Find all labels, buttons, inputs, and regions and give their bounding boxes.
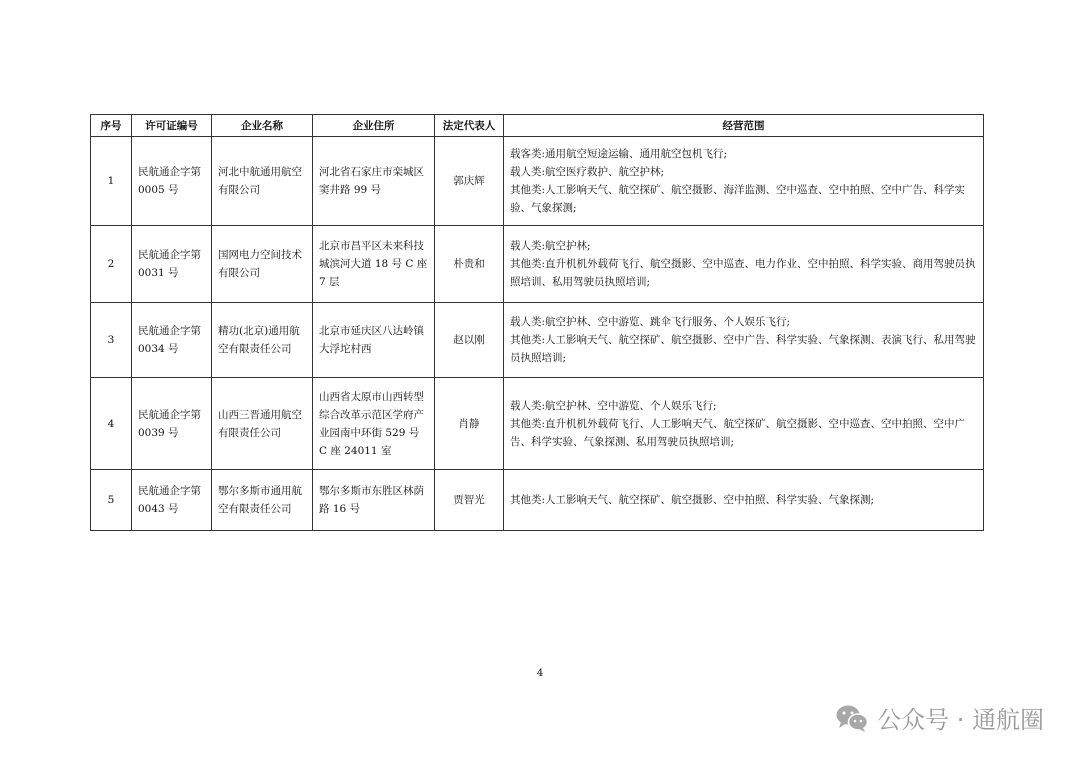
cell-license: 民航通企字第 0034 号 <box>132 303 212 378</box>
cell-scope <box>504 226 984 303</box>
header-license: 许可证编号 <box>132 115 212 137</box>
table-row <box>91 226 984 303</box>
cell-scope <box>504 470 984 531</box>
scope-line: 其他类:直升机机外载荷飞行、航空摄影、空中巡查、电力作业、空中拍照、科学实验、商用驾驶员执照培训、私用驾驶员执照培训; <box>510 258 976 288</box>
scope-line: 载人类:航空护林、空中游览、个人娱乐飞行; <box>510 399 717 412</box>
scope-line: 其他类:人工影响天气、航空探矿、航空摄影、空中广告、科学实验、气象探测、表演飞行、私用驾驶员执照培训; <box>510 334 976 364</box>
cell-legal: 朴贵和 <box>435 226 504 303</box>
table-row <box>91 303 984 378</box>
cell-name: 河北中航通用航空有限公司 <box>212 137 313 226</box>
cell-scope <box>504 137 984 226</box>
table-row <box>91 470 984 531</box>
scope-line: 其他类:直升机机外载荷飞行、人工影响天气、航空探矿、航空摄影、空中巡查、空中拍照、空中广告、科学实验、气象探测、私用驾驶员执照培训; <box>510 417 966 448</box>
page-number: 4 <box>536 668 544 679</box>
cell-address: 北京市昌平区未来科技城滨河大道 18 号 C 座 7 层 <box>313 226 435 303</box>
cell-legal: 贾智光 <box>435 470 504 531</box>
cell-address: 鄂尔多斯市东胜区林荫路 16 号 <box>313 470 435 531</box>
cell-legal: 肖静 <box>435 378 504 470</box>
watermark <box>835 700 1044 735</box>
cell-scope <box>504 378 984 470</box>
header-name: 企业名称 <box>212 115 313 137</box>
cell-license: 民航通企字第 0039 号 <box>132 378 212 470</box>
table-row <box>91 137 984 226</box>
scope-line: 载人类:航空护林; <box>510 240 591 252</box>
wechat-icon <box>835 703 869 733</box>
header-legal: 法定代表人 <box>435 115 504 137</box>
cell-license: 民航通企字第 0031 号 <box>132 226 212 303</box>
cell-license: 民航通企字第 0043 号 <box>132 470 212 531</box>
scope-line: 其他类:人工影响天气、航空探矿、航空摄影、海洋监测、空中巡查、空中拍照、空中广告、科学实验、气象探测; <box>510 184 966 214</box>
table-row <box>91 378 984 470</box>
cell-address: 河北省石家庄市栾城区窦井路 99 号 <box>313 137 435 226</box>
scope-line: 载人类:航空医疗救护、航空护林; <box>510 166 665 178</box>
header-scope: 经营范围 <box>504 115 984 137</box>
cell-legal: 赵以刚 <box>435 303 504 378</box>
cell-legal: 郭庆辉 <box>435 137 504 226</box>
watermark-text: 公众号 · 通航圈 <box>877 706 1044 734</box>
cell-scope <box>504 303 984 378</box>
cell-no: 2 <box>91 226 132 303</box>
cell-no: 3 <box>91 303 132 378</box>
cell-license: 民航通企字第 0005 号 <box>132 137 212 226</box>
scope-line: 其他类:人工影响天气、航空探矿、航空摄影、空中拍照、科学实验、气象探测; <box>510 494 875 506</box>
cell-name: 国网电力空间技术有限公司 <box>212 226 313 303</box>
cell-no: 1 <box>91 137 132 226</box>
cell-name: 鄂尔多斯市通用航空有限责任公司 <box>212 470 313 531</box>
header-no: 序号 <box>91 115 132 137</box>
cell-no: 5 <box>91 470 132 531</box>
cell-no: 4 <box>91 378 132 470</box>
scope-line: 载人类:航空护林、空中游览、跳伞飞行服务、个人娱乐飞行; <box>510 316 791 328</box>
table-header-row <box>91 115 984 137</box>
permit-table <box>90 114 984 531</box>
cell-address: 山西省太原市山西转型综合改革示范区学府产业园南中环街 529 号 C 座 24011 室 <box>313 378 435 470</box>
cell-name: 精功(北京)通用航空有限责任公司 <box>212 303 313 378</box>
header-address: 企业住所 <box>313 115 435 137</box>
scope-line: 载客类:通用航空短途运输、通用航空包机飞行; <box>510 148 728 160</box>
cell-address: 北京市延庆区八达岭镇大浮坨村西 <box>313 303 435 378</box>
cell-name: 山西三晋通用航空有限责任公司 <box>212 378 313 470</box>
